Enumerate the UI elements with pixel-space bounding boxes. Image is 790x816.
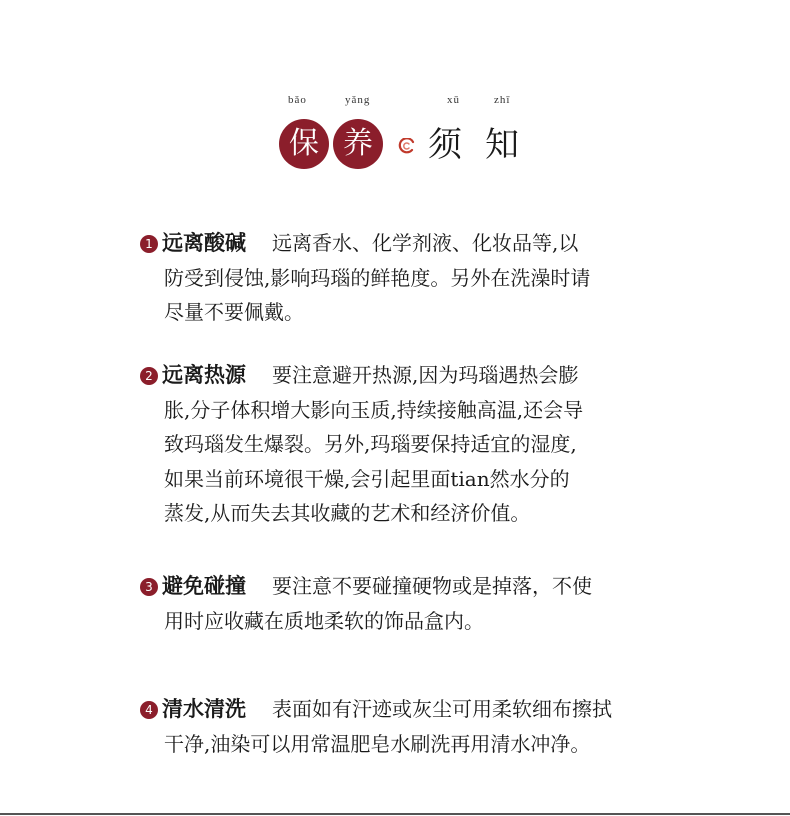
section-first-line: [140, 692, 720, 727]
section-first-line: [140, 226, 720, 261]
section-text: 要注意不要碰撞硬物或是掉落，不使: [272, 574, 592, 598]
pinyin-bao: bǎo: [288, 94, 307, 106]
title-char-yang: 养: [333, 119, 383, 169]
section-text: 表面如有汗迹或灰尘可用柔软细布擦拭: [272, 697, 612, 721]
title-char-zhi: 知: [485, 125, 519, 165]
section-text: 蒸发,从而失去其收藏的艺术和经济价值。: [164, 501, 531, 525]
number-badge: 4: [140, 701, 158, 719]
pinyin-zhi: zhī: [494, 94, 511, 106]
section-heading: 远离热源: [162, 362, 246, 387]
swirl-icon: [398, 138, 416, 154]
section-heading: 清水清洗: [162, 696, 246, 721]
care-section-4: [140, 692, 720, 761]
section-text: 防受到侵蚀,影响玛瑙的鲜艳度。另外在洗澡时请: [164, 265, 591, 290]
section-text: 要注意避开热源,因为玛瑙遇热会膨: [272, 363, 579, 387]
pinyin-yang: yǎng: [345, 94, 371, 106]
number-badge: 2: [140, 367, 158, 385]
section-text: 致玛瑙发生爆裂。另外,玛瑙要保持适宜的湿度,: [164, 432, 577, 456]
title-char-xu: 须: [428, 125, 462, 165]
pinyin-xu: xū: [447, 94, 460, 106]
title-char-bao: 保: [279, 119, 329, 169]
number-badge: 1: [140, 235, 158, 253]
section-text: 用时应收藏在质地柔软的饰品盒内。: [164, 608, 484, 633]
bottom-divider: [0, 813, 790, 815]
section-text: 如果当前环境很干燥,会引起里面tian然水分的: [164, 466, 570, 491]
number-badge: 3: [140, 578, 158, 596]
section-text: 远离香水、化学剂液、化妆品等,以: [272, 231, 579, 255]
section-text: 胀,分子体积增大影向玉质,持续接触高温,还会导: [164, 397, 584, 422]
care-section-1: [140, 226, 720, 330]
section-text: 尽量不要佩戴。: [164, 300, 304, 324]
section-first-line: [140, 358, 720, 393]
section-heading: 避免碰撞: [162, 573, 246, 598]
care-section-3: [140, 569, 720, 638]
section-heading: 远离酸碱: [162, 230, 246, 255]
section-text: 干净,油染可以用常温肥皂水刷洗再用清水冲净。: [164, 731, 591, 756]
section-first-line: [140, 569, 720, 604]
care-section-2: [140, 358, 720, 531]
